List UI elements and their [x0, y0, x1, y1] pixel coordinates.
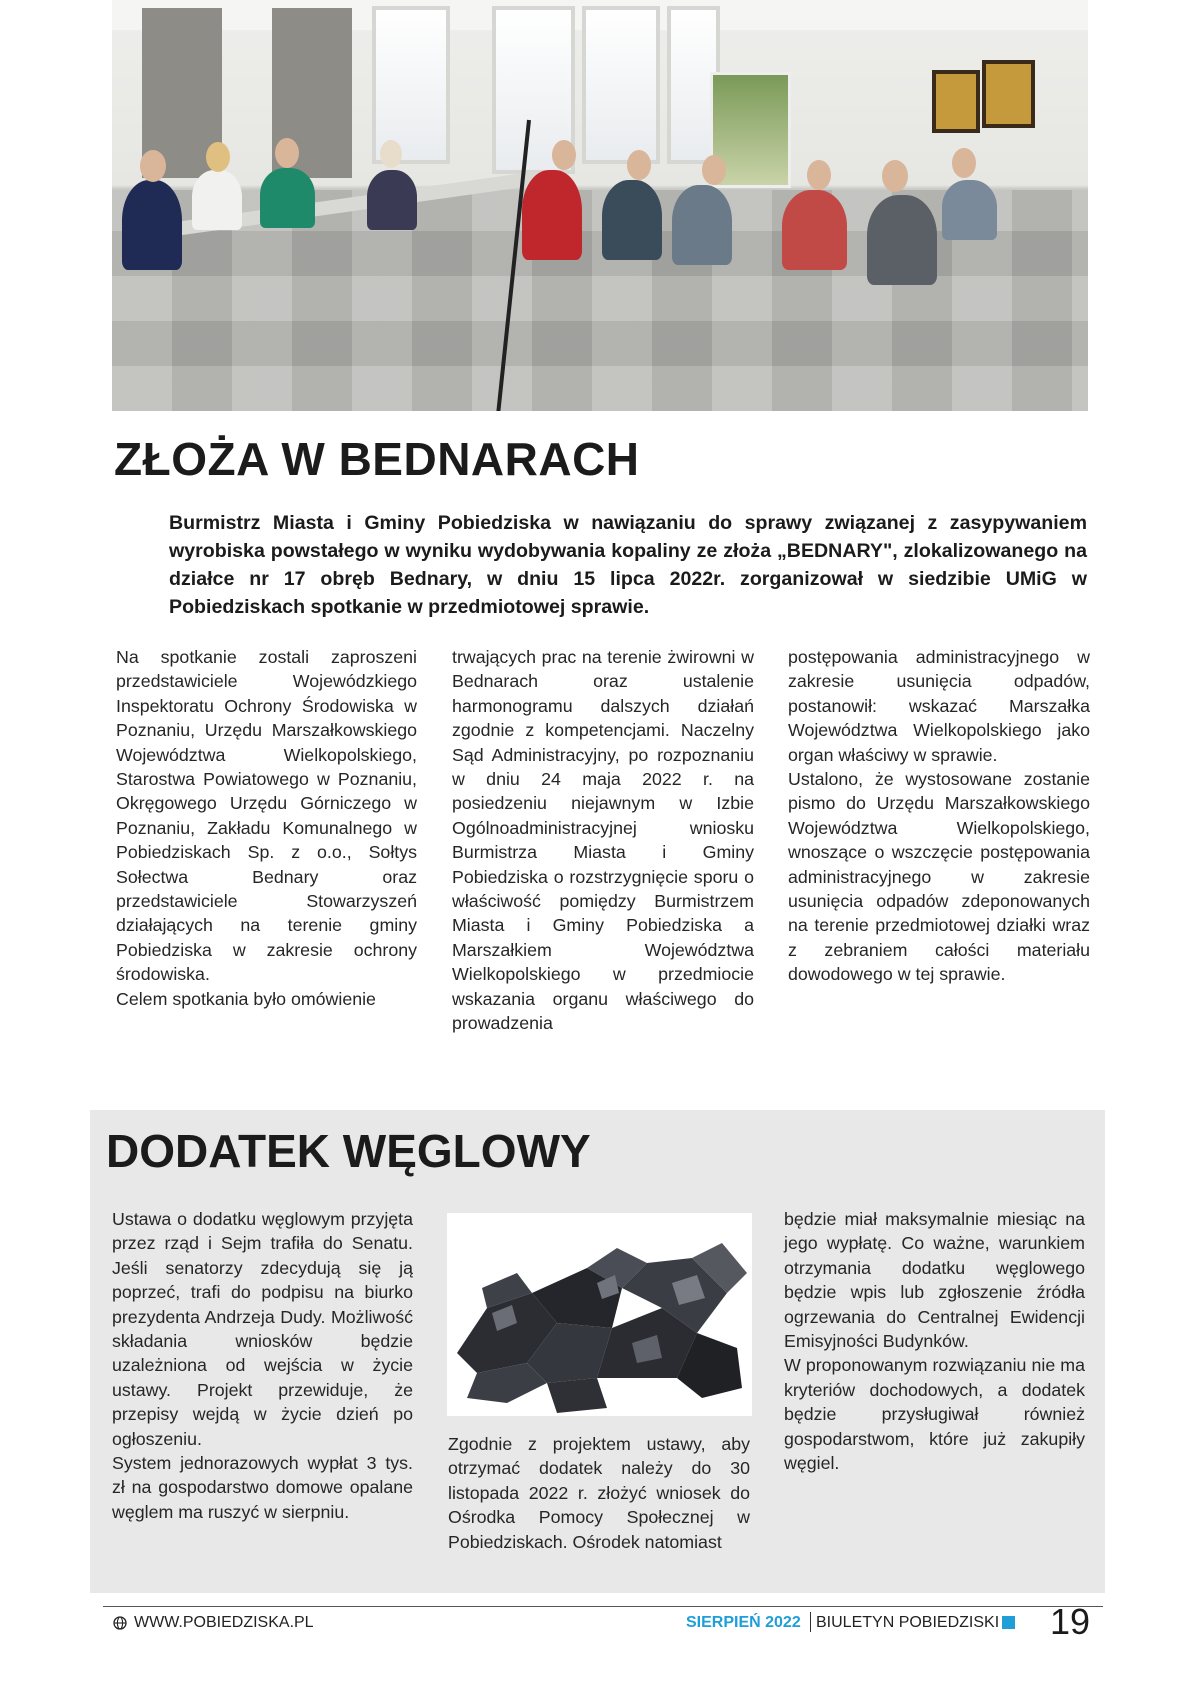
footer-separator: [810, 1612, 811, 1632]
paragraph: Na spotkanie zostali zaproszeni przedstawiciele Wojewódzkiego Inspektoratu Ochrony Środowiska w Poznaniu, Urzędu Marszałkowskiego Województwa Wielkopolskiego, Starostwa Powiatowego w Poznaniu, Okręgowego Urzędu Górniczego w Poznaniu, Zakładu Komunalnego w Pobiedziskach Sp. z o.o., Sołtys Sołectwa Bednary oraz przedstawiciele Stowarzyszeń działających na terenie gminy Pobiedziska w zakresie ochrony środowiska.: [116, 647, 417, 985]
issue-month: SIERPIEŃ 2022: [686, 1614, 801, 1631]
article-column-3: [788, 645, 1090, 987]
paragraph: Zgodnie z projektem ustawy, aby otrzymać dodatek należy do 30 listopada 2022 r. złożyć wniosek do Ośrodka Pomocy Społecznej w Pobiedziskach. Ośrodek natomiast: [448, 1434, 750, 1552]
paragraph: postępowania administracyjnego w zakresie usunięcia odpadów, postanowił: wskazać Marszałka Województwa Wielkopolskiego jako organ właściwy w sprawie.: [788, 647, 1090, 765]
section-title: DODATEK WĘGLOWY: [106, 1125, 591, 1177]
globe-icon: [113, 1616, 127, 1630]
section-column-3: [784, 1207, 1085, 1475]
paragraph: System jednorazowych wypłat 3 tys. zł na gospodarstwo domowe opalane węglem ma ruszyć w sierpniu.: [112, 1453, 413, 1522]
article-column-2: [452, 645, 754, 1036]
page-number: 19: [1050, 1601, 1091, 1642]
footer-divider: [103, 1606, 1103, 1607]
article-lead: Burmistrz Miasta i Gminy Pobiedziska w nawiązaniu do sprawy związanej z zasypywaniem wyrobiska powstałego w wyniku wydobywania kopaliny ze złoża „BEDNARY", zlokalizowanego na działce nr 17 obręb Bednary, w dniu 15 lipca 2022r. zorganizował w siedzibie UMiG w Pobiedziskach spotkanie w przedmiotowej sprawie.: [169, 512, 1087, 618]
paragraph: Ustawa o dodatku węglowym przyjęta przez rząd i Sejm trafiła do Senatu. Jeśli senatorzy zdecydują się ją poprzeć, trafi do podpisu na biurko prezydenta Andrzeja Dudy. Możliwość składania wniosków będzie uzależniona od wejścia w życie ustawy. Projekt przewiduje, że przepisy wejdą w życie dzień po ogłoszeniu.: [112, 1209, 413, 1449]
section-column-2: [448, 1432, 750, 1554]
paragraph: Ustalono, że wystosowane zostanie pismo do Urzędu Marszałkowskiego Województwa Wielkopolskiego, wnoszące o wszczęcie postępowania administracyjnego w zakresie usunięcia odpadów zdeponowanych na terenie przedmiotowej działki wraz z zebraniem całości materiału dowodowego w tej sprawie.: [788, 769, 1090, 985]
paragraph: W proponowanym rozwiązaniu nie ma kryteriów dochodowych, a dodatek będzie przysługiwał również gospodarstwom, które już zakupiły węgiel.: [784, 1355, 1085, 1474]
section-column-1: [112, 1207, 413, 1524]
meeting-photo: [112, 0, 1088, 411]
paragraph: będzie miał maksymalnie miesiąc na jego wypłatę. Co ważne, warunkiem otrzymania dodatku węglowego będzie wpis lub zgłoszenie źródła ogrzewania do Centralnej Ewidencji Emisyjności Budynków.: [784, 1209, 1085, 1352]
coal-photo: [447, 1213, 752, 1416]
article-title: ZŁOŻA W BEDNARACH: [114, 433, 640, 485]
paragraph: trwających prac na terenie żwirowni w Bednarach oraz ustalenie harmonogramu dalszych działań zgodnie z kompetencjami. Naczelny Sąd Administracyjny, po rozpoznaniu w dniu 24 maja 2022 r. na posiedzeniu niejawnym w Izbie Ogólnoadministracyjnej wniosku Burmistrza Miasta i Gminy Pobiedziska o rozstrzygnięcie sporu o właściwość pomiędzy Burmistrzem Miasta i Gminy Pobiedziska a Marszałkiem Województwa Wielkopolskiego w przedmiocie wskazania organu właściwego do prowadzenia: [452, 647, 754, 1034]
magazine-name: BIULETYN POBIEDZISKI: [816, 1614, 1000, 1631]
article-column-1: [116, 645, 417, 1011]
accent-square: [1002, 1616, 1015, 1629]
paragraph: Celem spotkania było omówienie: [116, 988, 376, 1009]
website-link[interactable]: WWW.POBIEDZISKA.PL: [134, 1614, 314, 1631]
